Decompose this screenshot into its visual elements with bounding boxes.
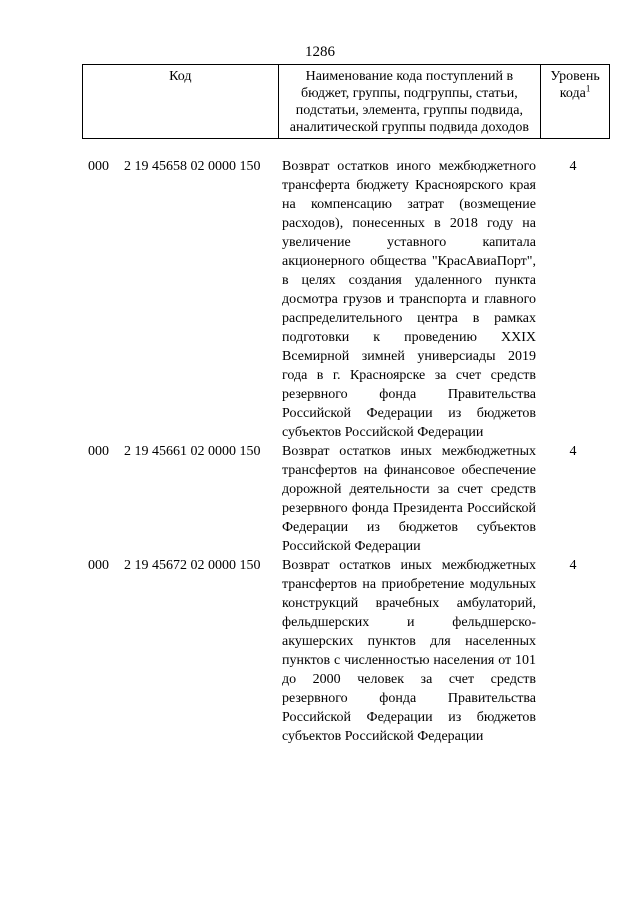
income-code: 2 19 45661 02 0000 150 — [124, 444, 261, 459]
admin-code: 000 — [88, 159, 109, 174]
code-level: 4 — [569, 159, 577, 174]
header-name-label: Наименование кода поступлений в бюджет, группы, подгруппы, статьи, подстатьи, элемента, группы подвида, аналитической группы подвида доходов — [289, 69, 529, 135]
header-level-label: Уровень кода — [550, 69, 600, 101]
income-code: 2 19 45672 02 0000 150 — [124, 558, 261, 573]
header-level-footnote: 1 — [585, 83, 591, 94]
income-name: Возврат остатков иных межбюджетных трансфертов на финансовое обеспечение дорожной деятельности за счет средств резервного фонда Президента Российской Федерации из бюджетов субъектов Российской Федерации — [282, 444, 536, 554]
table-row — [0, 442, 640, 556]
header-name-cell — [278, 65, 541, 139]
header-code-label: Код — [169, 69, 192, 84]
table-header — [82, 64, 610, 139]
header-code-cell — [83, 65, 279, 139]
admin-code: 000 — [88, 558, 109, 573]
code-level: 4 — [569, 444, 577, 459]
table-row — [0, 157, 640, 442]
page-number: 1286 — [305, 44, 335, 60]
admin-code: 000 — [88, 444, 109, 459]
income-name: Возврат остатков иного межбюджетного трансферта бюджету Красноярского края на компенсацию затрат (возмещение расходов), понесенных в 2018 году на увеличение уставного капитала акционерного общества "КрасАвиаПорт", в целях создания удаленного пункта досмотра грузов и транспорта и главного распределительного центра в рамках подготовки к проведению XXIX Всемирной зимней универсиады 2019 года в г. Красноярске за счет средств резервного фонда Правительства Российской Федерации из бюджетов субъектов Российской Федерации — [282, 159, 536, 440]
header-level-cell — [541, 65, 610, 139]
table-header-row — [83, 65, 610, 139]
table-row — [0, 556, 640, 746]
income-code: 2 19 45658 02 0000 150 — [124, 159, 261, 174]
code-level: 4 — [569, 558, 577, 573]
income-name: Возврат остатков иных межбюджетных трансфертов на приобретение модульных конструкций врачебных амбулаторий, фельдшерских и фельдшерско-акушерских пунктов для населенных пунктов с численностью населения от 101 до 2000 человек за счет средств резервного фонда Правительства Российской Федерации из бюджетов субъектов Российской Федерации — [282, 558, 536, 744]
table-body — [0, 157, 640, 746]
